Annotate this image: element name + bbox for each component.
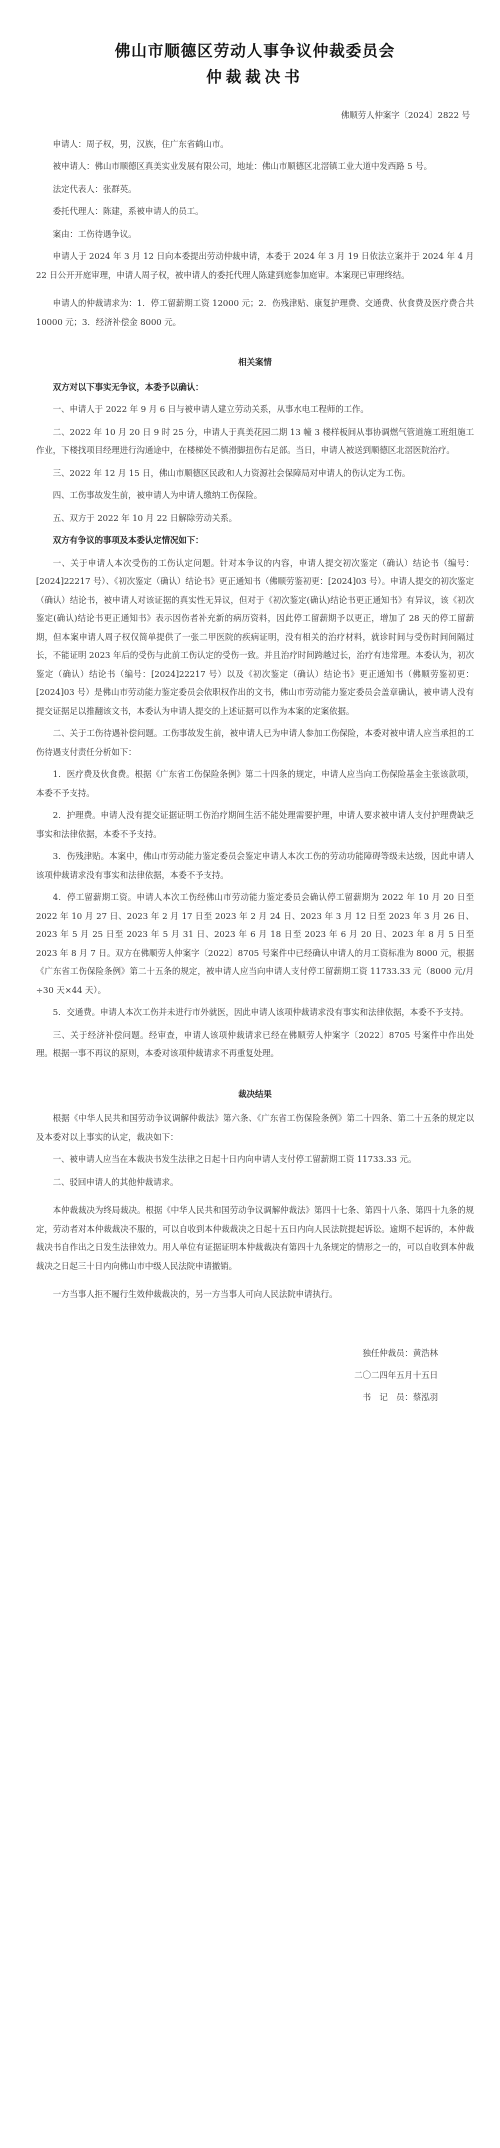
dispute-paragraph: 5．交通费。申请人本次工伤并未进行市外就医，因此申请人该项仲裁请求没有事实和法律依据，本委不予支持。 (52, 1007, 469, 1017)
parties-section (36, 135, 474, 244)
ruling-heading: 裁决结果 (238, 1088, 272, 1099)
committee-title: 佛山市顺德区劳动人事争议仲裁委员会 (114, 42, 396, 60)
disputed-heading: 双方有争议的事项及本委认定情况如下： (52, 535, 204, 545)
fact-paragraph: 一、申请人于 2022 年 9 月 6 日与被申请人建立劳动关系，从事水电工程师的工作。 (52, 404, 369, 414)
undisputed-section (36, 378, 474, 528)
dispute-paragraph: 3．伤残津贴。本案中，佛山市劳动能力鉴定委员会鉴定申请人本次工伤的劳动功能障碍等级未达级，因此申请人该项仲裁请求没有事实和法律依据，本委不予支持。 (36, 851, 474, 880)
document-title: 仲裁裁决书 (206, 68, 304, 86)
ruling-basis: 根据《中华人民共和国劳动争议调解仲裁法》第六条、《广东省工伤保险条例》第二十四条、第二十五条的规定以及本委对以上事实的认定，裁决如下： (36, 1113, 474, 1142)
dispute-paragraph: 4．停工留薪期工资。申请人本次工伤经佛山市劳动能力鉴定委员会确认停工留薪期为 2022 年 10 月 20 日至 2022 年 10 月 27 日、2023 年 2 月 17 日至 2023 年 2 月 24 日、2023 年 3 月 12 日至 2023 年 3 月 26 日、2023 年 5 月 25 日至 2023 年 5 月 31 日、2023 年 6 月 18 日至 2023 年 6 月 20 日、2023 年 8 月 5 日至 2023 年 8 月 7 日。双方在佛顺劳人仲案字〔2022〕8705 号案件中已经确认申请人的月工资标准为 8000 元，根据《广东省工伤保险条例》第二十五条的规定，被申请人应当向申请人支付停工留薪期工资 11733.33 元（8000 元/月÷30 天×44 天）。 (36, 892, 474, 995)
award-date: 二〇二四年五月十五日 (354, 1369, 438, 1380)
dispute-paragraph: 2．护理费。申请人没有提交证据证明工伤治疗期间生活不能处理需要护理，申请人要求被申请人支付护理费缺乏事实和法律依据，本委不予支持。 (36, 810, 474, 839)
dispute-paragraph: 1．医疗费及伙食费。根据《广东省工伤保险条例》第二十四条的规定，申请人应当向工伤保险基金主张该款项，本委不予支持。 (36, 769, 474, 798)
intro-paragraph: 申请人于 2024 年 3 月 12 日向本委提出劳动仲裁申请，本委于 2024 年 3 月 19 日依法立案并于 2024 年 4 月 22 日公开开庭审理，申请人周子权，被申请人的委托代理人陈建到庭参加庭审。本案现已审理终结。 (36, 251, 474, 280)
case-number: 佛顺劳人仲案字〔2024〕2822 号 (340, 110, 470, 120)
clerk-signature: 书 记 员：蔡泓羽 (362, 1391, 438, 1402)
dispute-paragraph: 二、关于工伤待遇补偿问题。工伤事故发生前，被申请人已为申请人参加工伤保险，本委对被申请人应当承担的工伤待遇支付责任分析如下： (36, 728, 474, 757)
fact-paragraph: 五、双方于 2022 年 10 月 22 日解除劳动关系。 (52, 512, 238, 523)
dispute-paragraph: 三、关于经济补偿问题。经审查，申请人该项仲裁请求已经在佛顺劳人仲案字〔2022〕8705 号案件中作出处理。根据一事不再议的原则，本委对该项仲裁请求不再重复处理。 (36, 1029, 474, 1058)
party-line: 委托代理人：陈建，系被申请人的员工。 (52, 206, 204, 216)
disputed-section (36, 531, 474, 1063)
dispute-paragraph: 一、关于申请人本次受伤的工伤认定问题。针对本争议的内容，申请人提交初次鉴定（确认）结论书（编号：[2024]22217 号）、《初次鉴定（确认）结论书》更正通知书（佛顺劳鉴初更：[2024]03 号）。申请人提交的初次鉴定（确认）结论书，被申请人对该证据的真实性无异议，但对于《初次鉴定(确认)结论书更正通知书》有异议，该《初次鉴定(确认)结论书更正通知书》表示因伤者补充新的病历资料，因此停工留薪期予以更正，增加了 28 天的停工留薪期，但本案申请人周子权仅简单提供了一张二甲医院的疾病证明，没有相关的治疗材料，就诊时间与受伤时间间隔过长，不能证明 2023 年后的受伤与此前工伤认定的受伤一致。并且治疗时间跨越过长，治疗有违常理。本委认为，初次鉴定（确认）结论书（编号：[2024]22217 号）以及《初次鉴定（确认）结论书》更正通知书（佛顺劳鉴初更：[2024]03 号）是佛山市劳动能力鉴定委员会依职权作出的文书，佛山市劳动能力鉴定委员会盖章确认，被申请人没有提交证据足以推翻该文书，本委认为申请人提交的上述证据可以作为本案的定案依据。 (36, 557, 474, 716)
undisputed-heading: 双方对以下事实无争议，本委予以确认： (52, 381, 204, 392)
ruling-item: 一、被申请人应当在本裁决书发生法律之日起十日内向申请人支付停工留薪期工资 11733.33 元。 (52, 1154, 417, 1164)
party-line: 案由：工伤待遇争议。 (52, 228, 137, 239)
ruling-item: 二、驳回申请人的其他仲裁请求。 (52, 1176, 179, 1187)
fact-paragraph: 二、2022 年 10 月 20 日 9 时 25 分，申请人于真美花园二期 13 幢 3 楼样板间从事协调燃气管道施工班组施工作业，下楼找项目经理进行沟通途中，在楼梯处不慎滑脚扭伤右足部。当日，申请人被送到顺德区北滘医院治疗。 (36, 426, 474, 455)
fact-paragraph: 四、工伤事故发生前，被申请人为申请人缴纳工伤保险。 (52, 490, 263, 500)
party-line: 申请人：周子权，男，汉族，住广东省鹤山市。 (52, 138, 229, 149)
appeal-notice: 本仲裁裁决为终局裁决。根据《中华人民共和国劳动争议调解仲裁法》第四十七条、第四十八条、第四十九条的规定，劳动者对本仲裁裁决不服的，可以自收到本仲裁裁决之日起十五日内向人民法院提起诉讼。逾期不起诉的，本仲裁裁决书自作出之日发生法律效力。用人单位有证据证明本仲裁裁决有第四十九条规定的情形之一的，可以自收到本仲裁裁决之日起三十日内向佛山市中级人民法院申请撤销。 (36, 1205, 474, 1271)
signature-block (36, 1342, 474, 1408)
party-line: 法定代表人：张群英。 (52, 183, 137, 194)
facts-heading: 相关案情 (238, 357, 272, 367)
ruling-section (36, 1109, 474, 1304)
intro-section (36, 247, 474, 331)
party-line: 被申请人：佛山市顺德区真美实业发展有限公司，地址：佛山市顺德区北滘镇工业大道中发西路 5 号。 (52, 161, 432, 171)
fact-paragraph: 三、2022 年 12 月 15 日，佛山市顺德区民政和人力资源社会保障局对申请人的伤认定为工伤。 (52, 467, 411, 478)
arbitrator-signature: 独任仲裁员：黄浩林 (362, 1347, 438, 1358)
enforcement-notice: 一方当事人拒不履行生效仲裁裁决的，另一方当事人可向人民法院申请执行。 (52, 1289, 338, 1299)
claims-paragraph: 申请人的仲裁请求为：1．停工留薪期工资 12000 元；2．伤残津贴、康复护理费、交通费、伙食费及医疗费合共 10000 元；3．经济补偿金 8000 元。 (36, 298, 474, 327)
